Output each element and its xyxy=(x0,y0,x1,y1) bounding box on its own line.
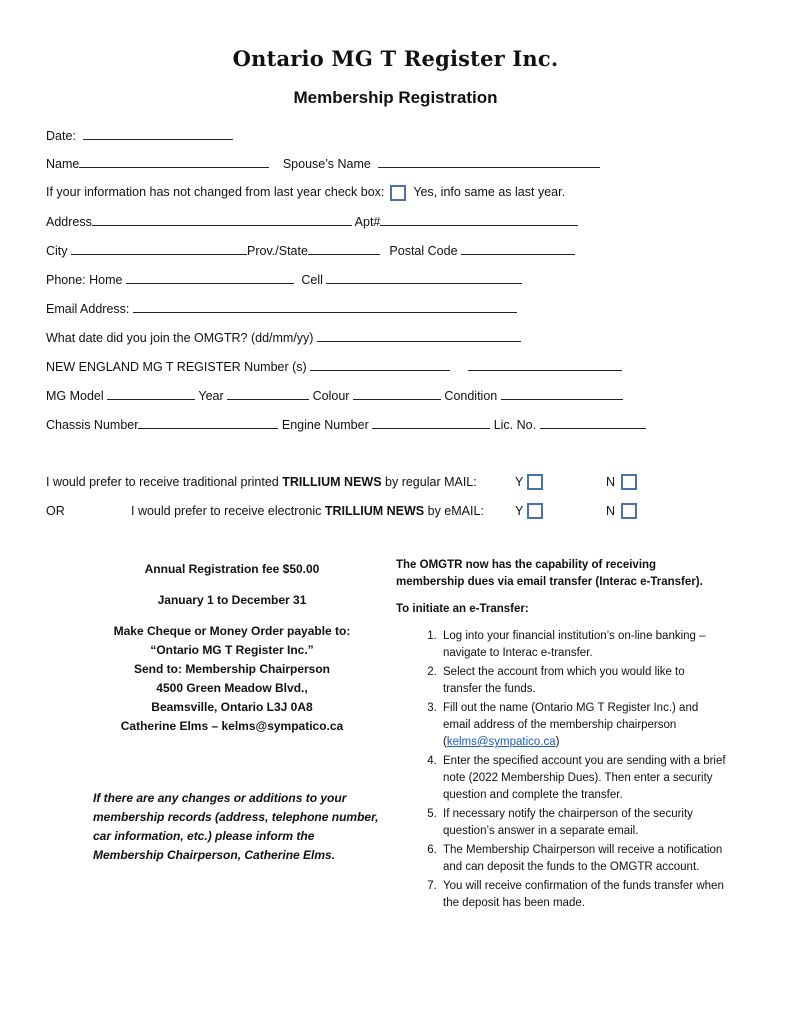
same-info-label: If your information has not changed from last year check box: xyxy=(46,185,385,199)
city-row xyxy=(46,242,575,258)
step-item: 6. The Membership Chairperson will receive a notification and can deposit the funds to the OMGTR account. xyxy=(440,842,726,876)
step-item: 4. Enter the specified account you are sending with a brief note (2022 Membership Dues). Then enter a security question and complete the transfer. xyxy=(440,753,726,804)
step-item: 1. Log into your financial institution’s on-line banking – navigate to Interac e-transfer. xyxy=(440,628,726,662)
year-label: Year xyxy=(198,389,224,403)
city-label: City xyxy=(46,244,68,258)
colour-label: Colour xyxy=(312,389,350,403)
mail-no-label: N xyxy=(606,475,616,489)
mail-preference-row xyxy=(46,474,477,490)
step-item: 3. Fill out the name (Ontario MG T Register Inc.) and email address of the membership chairperson (kelms@sympatico.ca) xyxy=(440,700,726,751)
date-label: Date: xyxy=(46,129,76,143)
nemgt-field-1[interactable] xyxy=(310,358,450,371)
step-item: 2. Select the account from which you would like to transfer the funds. xyxy=(440,664,726,698)
address-field[interactable] xyxy=(92,213,352,226)
city-address: Beamsville, Ontario L3J 0A8 xyxy=(151,700,313,714)
nemgt-field-2[interactable] xyxy=(468,358,622,371)
fee-block xyxy=(92,560,372,736)
phone-field[interactable] xyxy=(126,271,294,284)
email-preference-row xyxy=(131,503,484,519)
send-to: Send to: Membership Chairperson xyxy=(133,662,331,676)
etransfer-block xyxy=(396,557,726,914)
condition-field[interactable] xyxy=(501,387,623,400)
same-info-suffix: Yes, info same as last year. xyxy=(413,185,566,199)
cell-label: Cell xyxy=(301,273,323,287)
engine-label: Engine Number xyxy=(281,418,369,432)
lic-field[interactable] xyxy=(540,416,646,429)
same-info-checkbox[interactable] xyxy=(390,185,406,201)
chassis-field[interactable] xyxy=(138,416,278,429)
email-preference-text: I would prefer to receive electronic TRILLIUM NEWS by eMAIL: xyxy=(131,504,484,518)
email-no-label: N xyxy=(606,504,616,518)
address-row xyxy=(46,213,578,229)
email-yes-checkbox[interactable] xyxy=(527,503,543,519)
phone-label: Phone: Home xyxy=(46,273,123,287)
city-field[interactable] xyxy=(71,242,247,255)
email-yes-label: Y xyxy=(515,504,524,518)
colour-field[interactable] xyxy=(353,387,441,400)
chassis-row xyxy=(46,416,646,432)
nemgt-label: NEW ENGLAND MG T REGISTER Number (s) xyxy=(46,360,307,374)
mail-preference-text: I would prefer to receive traditional printed TRILLIUM NEWS by regular MAIL: xyxy=(46,475,477,489)
condition-label: Condition xyxy=(444,389,498,403)
changes-note: If there are any changes or additions to your membership records (address, telephone number, car information, etc.) please inform the Membership Chairperson, Catherine Elms. xyxy=(93,791,379,862)
street-address: 4500 Green Meadow Blvd., xyxy=(156,681,308,695)
join-date-label: What date did you join the OMGTR? (dd/mm/yy) xyxy=(46,331,314,345)
email-field[interactable] xyxy=(133,300,517,313)
name-row xyxy=(46,155,600,171)
prov-field[interactable] xyxy=(308,242,380,255)
fee-amount: Annual Registration fee $50.00 xyxy=(144,562,320,576)
document-title: Ontario MG T Register Inc. xyxy=(232,46,559,71)
spouse-field[interactable] xyxy=(378,155,600,168)
date-row xyxy=(46,127,233,143)
engine-field[interactable] xyxy=(372,416,490,429)
postal-field[interactable] xyxy=(461,242,575,255)
etransfer-steps xyxy=(396,628,726,912)
name-field[interactable] xyxy=(79,155,269,168)
cell-field[interactable] xyxy=(326,271,522,284)
spouse-label: Spouse’s Name xyxy=(282,157,371,171)
apt-field[interactable] xyxy=(380,213,578,226)
phone-row xyxy=(46,271,522,287)
name-label: Name xyxy=(46,157,80,171)
email-row xyxy=(46,300,517,316)
step-item: 7. You will receive confirmation of the funds transfer when the deposit has been made. xyxy=(440,878,726,912)
join-date-field[interactable] xyxy=(317,329,521,342)
etransfer-heading: To initiate an e-Transfer: xyxy=(396,603,529,615)
mail-yes-label: Y xyxy=(515,475,524,489)
document-subtitle: Membership Registration xyxy=(293,88,498,107)
or-label: OR xyxy=(46,504,65,518)
prov-label: Prov./State xyxy=(247,244,308,258)
mail-no-checkbox[interactable] xyxy=(621,474,637,490)
year-field[interactable] xyxy=(227,387,309,400)
payable-label: Make Cheque or Money Order payable to: xyxy=(113,624,351,638)
join-date-row xyxy=(46,329,521,345)
car-row xyxy=(46,387,623,403)
etransfer-intro: The OMGTR now has the capability of receiving membership dues via email transfer (Interac e-Transfer). xyxy=(396,559,703,588)
email-label: Email Address: xyxy=(46,302,130,316)
address-label: Address xyxy=(46,215,92,229)
nemgt-row xyxy=(46,358,622,374)
payee-name: “Ontario MG T Register Inc.” xyxy=(150,643,314,657)
postal-label: Postal Code xyxy=(389,244,458,258)
fee-period: January 1 to December 31 xyxy=(157,593,307,607)
step-item: 5. If necessary notify the chairperson of the security question’s answer in a separate email. xyxy=(440,806,726,840)
same-info-row xyxy=(46,184,565,200)
chairperson-email-link[interactable]: kelms@sympatico.ca xyxy=(446,736,556,748)
contact-line: Catherine Elms – kelms@sympatico.ca xyxy=(120,719,344,733)
chassis-label: Chassis Number xyxy=(46,418,139,432)
date-field[interactable] xyxy=(83,127,233,140)
email-no-checkbox[interactable] xyxy=(621,503,637,519)
model-label: MG Model xyxy=(46,389,104,403)
apt-label: Apt# xyxy=(354,215,381,229)
model-field[interactable] xyxy=(107,387,195,400)
lic-label: Lic. No. xyxy=(493,418,537,432)
mail-yes-checkbox[interactable] xyxy=(527,474,543,490)
